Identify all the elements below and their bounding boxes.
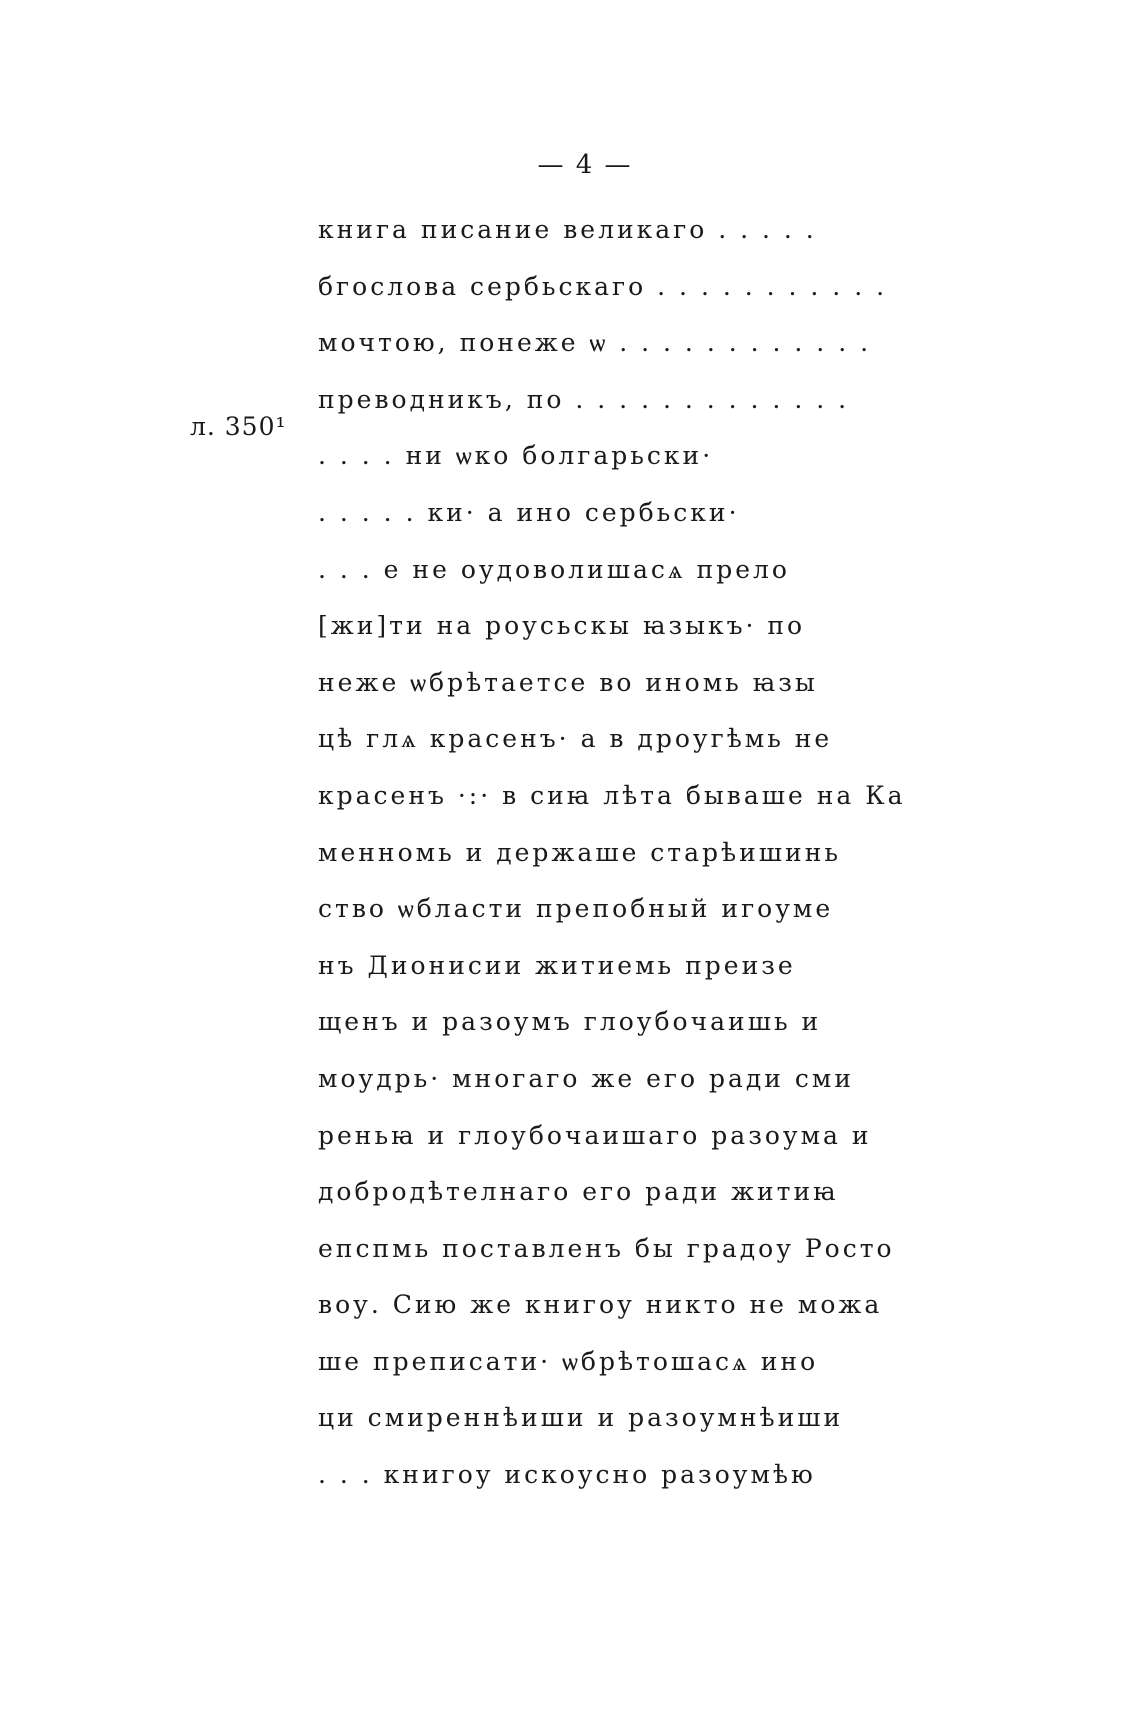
text-line: красенъ ·:· в сиꙗ лѣта бываше на Ка: [318, 780, 906, 810]
text-line: реньꙗ и глоубочаишаго разоума и: [318, 1120, 872, 1150]
text-line: добродѣтелнаго его ради житиꙗ: [318, 1177, 839, 1207]
text-line: моудрь· многаго же его ради сми: [318, 1063, 855, 1093]
text-line: ство ѡбласти препобный игоуме: [318, 894, 834, 924]
text-line: . . . . ни ѡко болгарьски·: [318, 441, 714, 471]
text-line: преводникъ, по . . . . . . . . . . . . .: [318, 384, 850, 414]
text-line: книга писание великаго . . . . .: [318, 215, 817, 244]
text-line: ци смиреннѣиши и разоумнѣиши: [318, 1403, 844, 1433]
text-line: . . . книгоу искоусно разоумѣю: [318, 1460, 816, 1490]
text-line: . . . е не оудоволишасѧ прело: [318, 554, 790, 584]
text-line: ше преписати· ѡбрѣтошасѧ ино: [318, 1346, 819, 1376]
text-line: неже ѡбрѣтаетсе во иномь ꙗзы: [318, 667, 818, 697]
text-line: нъ Дионисии житиемь преизе: [318, 950, 796, 980]
text-line: бгослова сербьскаго . . . . . . . . . . .: [318, 271, 888, 301]
text-line: [жи]ти на роусьскы ꙗзыкъ· по: [318, 611, 806, 641]
text-line: мочтою, понеже ѡ . . . . . . . . . . . .: [318, 328, 872, 358]
text-block: [318, 210, 938, 1512]
folio-margin-note: л. 350¹: [190, 412, 287, 441]
text-line: цѣ глѧ красенъ· а в дроугѣмь не: [318, 724, 833, 754]
text-line: менномь и держаше старѣишинь: [318, 837, 841, 867]
text-line: . . . . . ки· а ино сербьски·: [318, 497, 740, 527]
text-line: щенъ и разоумъ глоубочаишь и: [318, 1007, 822, 1037]
text-line: епспмь поставленъ бы градоу Росто: [318, 1233, 895, 1263]
page-number: — 4 —: [537, 150, 633, 180]
text-line: воу. Сию же книгоу никто не можа: [318, 1290, 883, 1320]
